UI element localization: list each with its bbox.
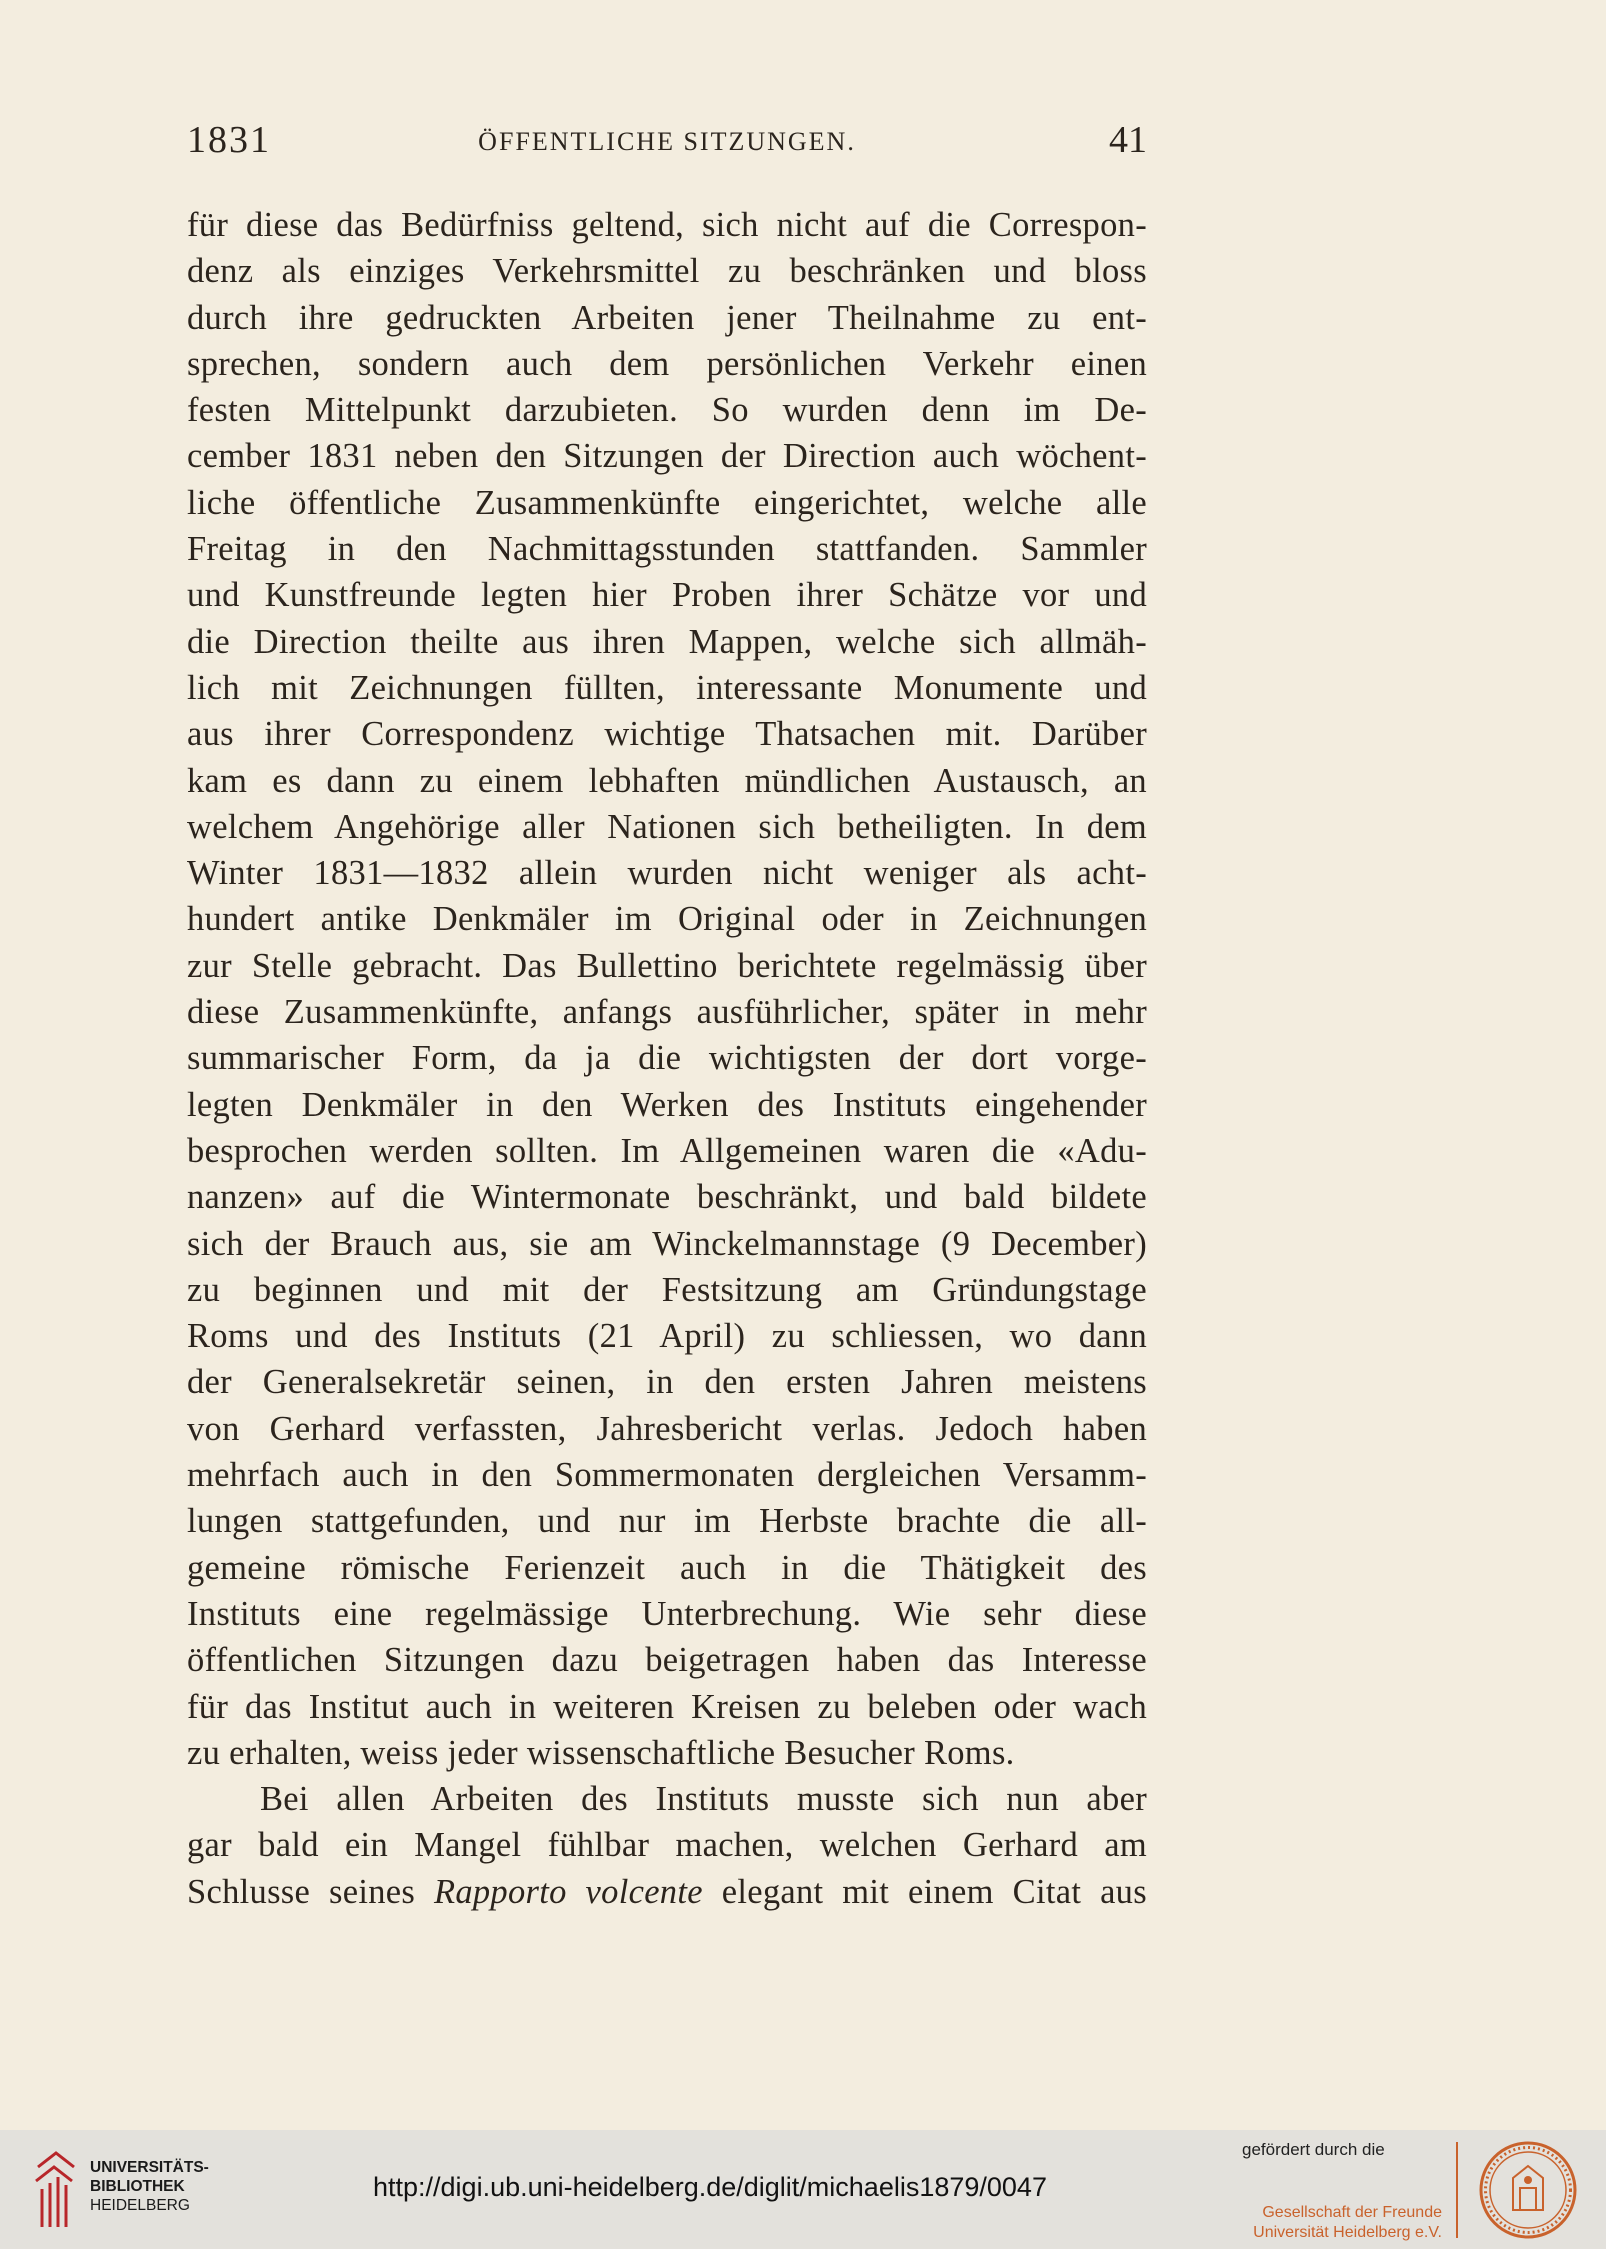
text-line: liche öffentliche Zusammenkünfte eingerichtet, welche alle [187,483,1147,522]
text-line: summarischer Form, da ja die wichtigsten der dort vorge- [187,1039,1147,1078]
text-line: hundert antike Denkmäler im Original oder in Zeichnungen [187,900,1147,939]
text-line: Instituts eine regelmässige Unterbrechung. Wie sehr diese [187,1594,1147,1633]
body-text [187,202,1147,1915]
text-line: lich mit Zeichnungen füllten, interessante Monumente und [187,668,1147,707]
running-header [187,118,1147,178]
text-line: die Direction theilte aus ihren Mappen, welche sich allmäh- [187,622,1147,661]
text-line-final [187,1869,1147,1915]
final-line-end: elegant mit einem Citat aus [721,1872,1147,1911]
library-name-line: BIBLIOTHEK [90,2178,185,2195]
text-line: gemeine römische Ferienzeit auch in die Thätigkeit des [187,1548,1147,1587]
text-line: für diese das Bedürfniss geltend, sich nicht auf die Correspon- [187,206,1147,244]
permalink-url[interactable]: http://digi.ub.uni-heidelberg.de/diglit/michaelis1879/0047 [373,2172,1047,2202]
text-line: zu erhalten, weiss jeder wissenschaftliche Besucher Roms. [187,1733,1015,1772]
text-line: aus ihrer Correspondenz wichtige Thatsachen mit. Darüber [187,715,1147,754]
ub-heidelberg-logo-icon [32,2147,80,2233]
header-title: ÖFFENTLICHE SITZUNGEN. [478,127,856,156]
society-name [1242,2203,1442,2243]
text-line: kam es dann zu einem lebhaften mündlichen Austausch, an [187,761,1147,800]
text-line: Bei allen Arbeiten des Instituts musste sich nun aber [260,1780,1147,1819]
text-line: lungen stattgefunden, und nur im Herbste brachte die all- [187,1502,1147,1541]
text-line: festen Mittelpunkt darzubieten. So wurden denn im De- [187,391,1147,430]
university-seal-icon [1478,2140,1578,2240]
text-line: der Generalsekretär seinen, in den ersten Jahren meistens [187,1363,1147,1402]
text-line: öffentlichen Sitzungen dazu beigetragen haben das Interesse [187,1641,1147,1680]
library-name-line: HEIDELBERG [90,2197,190,2214]
page-number: 41 [1109,119,1147,161]
text-line: für das Institut auch in weiteren Kreisen zu beleben oder wach [187,1687,1147,1726]
text-line: und Kunstfreunde legten hier Proben ihrer Schätze vor und [187,576,1147,615]
funded-by-label: gefördert durch die [1242,2140,1385,2159]
text-line: durch ihre gedruckten Arbeiten jener Theilnahme zu ent- [187,298,1147,337]
text-line: mehrfach auch in den Sommermonaten dergleichen Versamm- [187,1456,1147,1495]
text-line: zu beginnen und mit der Festsitzung am Gründungstage [187,1270,1147,1309]
text-line: nanzen» auf die Wintermonate beschränkt, und bald bildete [187,1178,1147,1217]
final-line-start: Schlusse seines [187,1872,416,1911]
society-name-line: Universität Heidelberg e.V. [1253,2224,1442,2241]
italic-title: Rapporto volcente [433,1872,703,1911]
text-line: zur Stelle gebracht. Das Bullettino berichtete regelmässig über [187,946,1147,985]
digitization-footer [0,2130,1606,2249]
text-line: denz als einziges Verkehrsmittel zu beschränken und bloss [187,252,1147,291]
text-line: sich der Brauch aus, sie am Winckelmannstage (9 December) [187,1224,1147,1263]
text-line: besprochen werden sollten. Im Allgemeinen waren die «Adu- [187,1131,1147,1170]
society-name-line: Gesellschaft der Freunde [1262,2204,1442,2221]
text-line: sprechen, sondern auch dem persönlichen Verkehr einen [187,344,1147,383]
library-name [90,2158,209,2215]
text-line: Roms und des Instituts (21 April) zu schliessen, wo dann [187,1317,1147,1356]
footer-divider [1456,2142,1458,2238]
text-line: Winter 1831—1832 allein wurden nicht weniger als acht- [187,854,1147,893]
text-line: welchem Angehörige aller Nationen sich betheiligten. In dem [187,807,1147,846]
text-line: von Gerhard verfassten, Jahresbericht verlas. Jedoch haben [187,1409,1147,1448]
text-line: legten Denkmäler in den Werken des Instituts eingehender [187,1085,1147,1124]
text-line: Freitag in den Nachmittagsstunden stattfanden. Sammler [187,530,1147,569]
text-line: gar bald ein Mangel fühlbar machen, welchen Gerhard am [187,1826,1147,1865]
header-year: 1831 [187,119,271,161]
library-name-line: UNIVERSITÄTS- [90,2159,209,2176]
text-line: diese Zusammenkünfte, anfangs ausführlicher, später in mehr [187,993,1147,1032]
text-line: cember 1831 neben den Sitzungen der Direction auch wöchent- [187,437,1147,476]
